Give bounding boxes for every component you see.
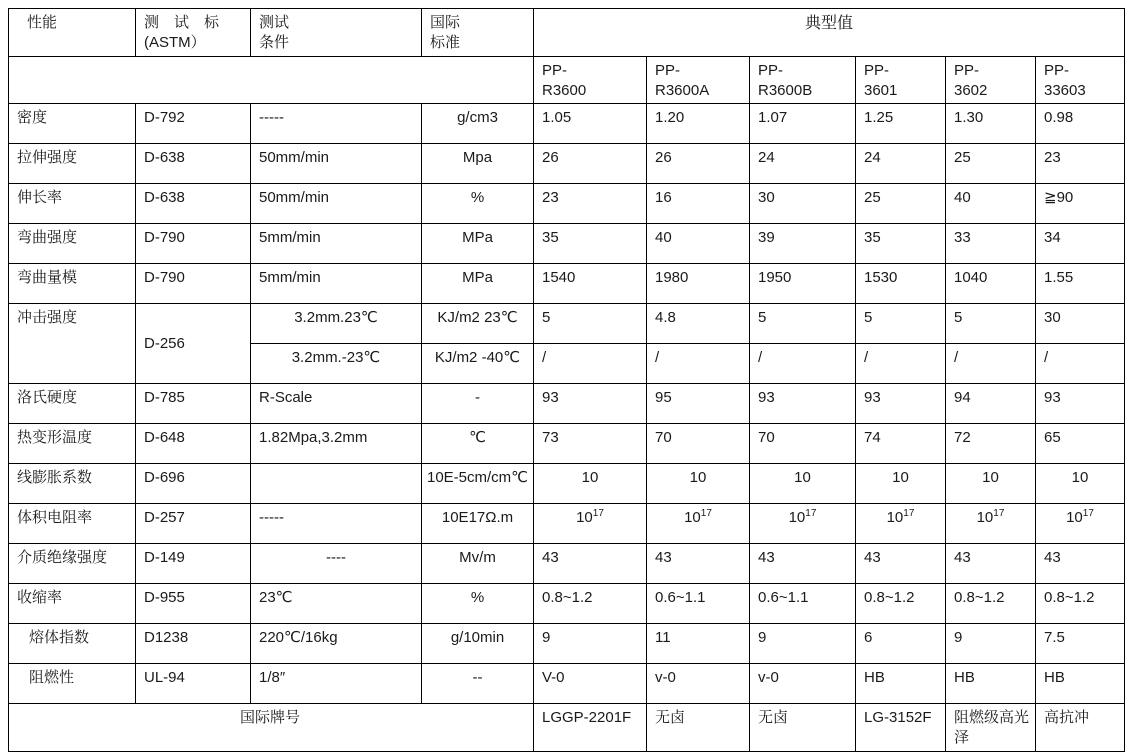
- condition-cell: -----: [251, 104, 422, 144]
- table-row-flexural-modulus: [9, 264, 1125, 304]
- unit-cell: Mpa: [422, 144, 534, 184]
- value-cell: 40: [946, 184, 1036, 224]
- value-cell: 10: [1036, 464, 1125, 504]
- unit-cell: -: [422, 384, 534, 424]
- product-line1: PP-: [864, 61, 890, 79]
- grade-value-cell: 阻燃级高光泽: [946, 704, 1036, 752]
- value-cell: 0.98: [1036, 104, 1125, 144]
- header-test-standard-line2: (ASTM）: [144, 34, 206, 52]
- unit-cell: --: [422, 664, 534, 704]
- condition-cell: 50mm/min: [251, 144, 422, 184]
- property-cell: 熔体指数: [9, 624, 136, 664]
- value-cell: 43: [534, 544, 647, 584]
- value-cell: ≧90: [1036, 184, 1125, 224]
- product-line2: 3601: [864, 81, 898, 99]
- value-cell: 24: [856, 144, 946, 184]
- value-cell: v-0: [750, 664, 856, 704]
- value-cell: 9: [534, 624, 647, 664]
- value-cell: 10: [534, 464, 647, 504]
- standard-cell: D-638: [136, 184, 251, 224]
- value-cell: 1.30: [946, 104, 1036, 144]
- standard-cell: UL-94: [136, 664, 251, 704]
- value-cell: 25: [946, 144, 1036, 184]
- value-cell: 94: [946, 384, 1036, 424]
- value-cell: 73: [534, 424, 647, 464]
- value-cell: HB: [946, 664, 1036, 704]
- value-base: 10: [886, 509, 904, 526]
- table-row-flexural-strength: [9, 224, 1125, 264]
- value-cell: 70: [750, 424, 856, 464]
- table-row-shrinkage: [9, 584, 1125, 624]
- value-cell: 95: [647, 384, 750, 424]
- property-cell: 密度: [9, 104, 136, 144]
- value-exponent: 17: [700, 508, 712, 519]
- value-cell: 26: [534, 144, 647, 184]
- table-row-intl-grade: [9, 704, 1125, 752]
- product-header-pp-3602: [946, 56, 1036, 104]
- header-empty-cell: [9, 56, 534, 104]
- header-test-condition-line2: 条件: [259, 34, 290, 52]
- value-cell: 6: [856, 624, 946, 664]
- value-cell: 1.55: [1036, 264, 1125, 304]
- condition-cell: 3.2mm.23℃: [251, 304, 422, 344]
- unit-cell: %: [422, 584, 534, 624]
- grade-value-cell: 无卤: [647, 704, 750, 752]
- grade-value-cell: 无卤: [750, 704, 856, 752]
- property-cell: 收缩率: [9, 584, 136, 624]
- unit-cell: %: [422, 184, 534, 224]
- value-cell: 35: [856, 224, 946, 264]
- product-header-pp-33603: [1036, 56, 1125, 104]
- standard-cell: D-648: [136, 424, 251, 464]
- value-cell: 0.6~1.1: [750, 584, 856, 624]
- unit-cell: 10E-5cm/cm℃: [422, 464, 534, 504]
- grade-label-cell: 国际牌号: [9, 704, 534, 752]
- unit-cell: ℃: [422, 424, 534, 464]
- value-cell: 1.25: [856, 104, 946, 144]
- value-cell: 1.05: [534, 104, 647, 144]
- value-cell: 34: [1036, 224, 1125, 264]
- value-base: 10: [1066, 509, 1083, 526]
- product-line2: R3600: [542, 81, 587, 99]
- value-cell: 1.20: [647, 104, 750, 144]
- value-cell: 0.8~1.2: [946, 584, 1036, 624]
- condition-cell: 3.2mm.-23℃: [251, 344, 422, 384]
- value-cell: 7.5: [1036, 624, 1125, 664]
- property-cell: 介质绝缘强度: [9, 544, 136, 584]
- value-exponent: 17: [805, 508, 817, 519]
- value-cell: 93: [750, 384, 856, 424]
- value-cell: 1540: [534, 264, 647, 304]
- value-cell: [647, 504, 750, 544]
- property-cell: 体积电阻率: [9, 504, 136, 544]
- condition-cell: 5mm/min: [251, 264, 422, 304]
- value-cell: /: [534, 344, 647, 384]
- table-row-heat-deflection-temp: [9, 424, 1125, 464]
- product-line2: R3600A: [655, 81, 710, 99]
- header-property: 性能: [9, 9, 136, 57]
- value-cell: 0.8~1.2: [1036, 584, 1125, 624]
- value-cell: V-0: [534, 664, 647, 704]
- value-cell: 10: [750, 464, 856, 504]
- value-cell: 11: [647, 624, 750, 664]
- product-line2: 3602: [954, 81, 988, 99]
- property-cell: 伸长率: [9, 184, 136, 224]
- property-cell: 弯曲量模: [9, 264, 136, 304]
- standard-cell: D-790: [136, 264, 251, 304]
- property-cell: 阻燃性: [9, 664, 136, 704]
- value-cell: 10: [647, 464, 750, 504]
- value-cell: 43: [750, 544, 856, 584]
- table-row-volume-resistivity: [9, 504, 1125, 544]
- value-cell: 23: [1036, 144, 1125, 184]
- value-cell: 39: [750, 224, 856, 264]
- value-cell: 1530: [856, 264, 946, 304]
- condition-cell: ----: [251, 544, 422, 584]
- unit-cell: KJ/m2 -40℃: [422, 344, 534, 384]
- standard-cell: D-257: [136, 504, 251, 544]
- value-cell: [1036, 504, 1125, 544]
- value-cell: /: [856, 344, 946, 384]
- value-cell: 10: [856, 464, 946, 504]
- value-cell: 33: [946, 224, 1036, 264]
- value-cell: 0.6~1.1: [647, 584, 750, 624]
- table-row-linear-expansion: [9, 464, 1125, 504]
- value-cell: 43: [946, 544, 1036, 584]
- standard-cell: D-790: [136, 224, 251, 264]
- condition-cell: 23℃: [251, 584, 422, 624]
- property-cell: 弯曲强度: [9, 224, 136, 264]
- table-row-flame-retardancy: [9, 664, 1125, 704]
- property-cell: 洛氏硬度: [9, 384, 136, 424]
- value-cell: 0.8~1.2: [856, 584, 946, 624]
- condition-cell: R-Scale: [251, 384, 422, 424]
- header-typical-values: 典型值: [534, 9, 1125, 57]
- value-base: 10: [576, 509, 593, 526]
- value-cell: HB: [856, 664, 946, 704]
- standard-cell: D-792: [136, 104, 251, 144]
- property-cell: 线膨胀系数: [9, 464, 136, 504]
- table-row-tensile-strength: [9, 144, 1125, 184]
- condition-cell: 5mm/min: [251, 224, 422, 264]
- value-cell: [856, 504, 946, 544]
- value-base: 10: [684, 509, 701, 526]
- header-row-2: [9, 56, 1125, 104]
- grade-value-cell: LG-3152F: [856, 704, 946, 752]
- property-cell: 热变形温度: [9, 424, 136, 464]
- standard-cell: D-696: [136, 464, 251, 504]
- value-cell: 74: [856, 424, 946, 464]
- value-cell: 23: [534, 184, 647, 224]
- value-exponent: 17: [1082, 508, 1094, 519]
- value-cell: /: [946, 344, 1036, 384]
- value-cell: 93: [856, 384, 946, 424]
- value-cell: 1.07: [750, 104, 856, 144]
- value-cell: 5: [750, 304, 856, 344]
- value-cell: 72: [946, 424, 1036, 464]
- value-cell: 5: [856, 304, 946, 344]
- table-row-elongation: [9, 184, 1125, 224]
- value-cell: 5: [534, 304, 647, 344]
- grade-value-cell: 高抗冲: [1036, 704, 1125, 752]
- standard-cell: D-149: [136, 544, 251, 584]
- value-cell: 30: [750, 184, 856, 224]
- product-line1: PP-: [655, 61, 681, 79]
- value-cell: 30: [1036, 304, 1125, 344]
- value-cell: 10: [946, 464, 1036, 504]
- standard-cell: D-638: [136, 144, 251, 184]
- product-header-pp-3601: [856, 56, 946, 104]
- standard-cell: D-955: [136, 584, 251, 624]
- value-cell: HB: [1036, 664, 1125, 704]
- value-cell: 9: [750, 624, 856, 664]
- value-cell: 0.8~1.2: [534, 584, 647, 624]
- value-cell: 25: [856, 184, 946, 224]
- value-cell: 5: [946, 304, 1036, 344]
- value-cell: 93: [1036, 384, 1125, 424]
- unit-cell: Mv/m: [422, 544, 534, 584]
- unit-cell: MPa: [422, 264, 534, 304]
- value-exponent: 17: [993, 508, 1005, 519]
- value-cell: /: [1036, 344, 1125, 384]
- unit-cell: MPa: [422, 224, 534, 264]
- product-header-pp-r3600b: [750, 56, 856, 104]
- value-cell: 43: [856, 544, 946, 584]
- header-test-standard-line1: 测 试 标: [144, 14, 220, 31]
- product-line1: PP-: [1044, 61, 1070, 79]
- value-cell: 70: [647, 424, 750, 464]
- value-cell: 40: [647, 224, 750, 264]
- product-line1: PP-: [954, 61, 980, 79]
- standard-cell: D-256: [136, 304, 251, 384]
- condition-cell: 50mm/min: [251, 184, 422, 224]
- standard-cell: D-785: [136, 384, 251, 424]
- value-cell: 1950: [750, 264, 856, 304]
- value-cell: 65: [1036, 424, 1125, 464]
- value-cell: [750, 504, 856, 544]
- value-cell: 24: [750, 144, 856, 184]
- value-base: 10: [788, 509, 806, 526]
- value-cell: /: [647, 344, 750, 384]
- table-row-melt-index: [9, 624, 1125, 664]
- value-cell: /: [750, 344, 856, 384]
- spec-table: [8, 8, 1125, 752]
- value-cell: 43: [647, 544, 750, 584]
- product-header-pp-r3600: [534, 56, 647, 104]
- value-cell: v-0: [647, 664, 750, 704]
- value-cell: 26: [647, 144, 750, 184]
- table-row-impact-strength-23c: [9, 304, 1125, 344]
- table-row-rockwell-hardness: [9, 384, 1125, 424]
- property-cell: 冲击强度: [9, 304, 136, 384]
- value-cell: 4.8: [647, 304, 750, 344]
- product-line1: PP-: [542, 61, 568, 79]
- unit-cell: g/cm3: [422, 104, 534, 144]
- value-cell: 43: [1036, 544, 1125, 584]
- value-cell: 93: [534, 384, 647, 424]
- product-line2: R3600B: [758, 81, 813, 99]
- unit-cell: 10E17Ω.m: [422, 504, 534, 544]
- condition-cell: [251, 464, 422, 504]
- condition-cell: 1/8″: [251, 664, 422, 704]
- condition-cell: 220℃/16kg: [251, 624, 422, 664]
- condition-cell: -----: [251, 504, 422, 544]
- header-intl-standard-line1: 国际: [430, 14, 461, 31]
- table-row-density: [9, 104, 1125, 144]
- value-exponent: 17: [903, 508, 915, 519]
- grade-value-cell: LGGP-2201F: [534, 704, 647, 752]
- value-cell: 1980: [647, 264, 750, 304]
- value-base: 10: [976, 509, 994, 526]
- header-row-1: [9, 9, 1125, 57]
- header-test-standard: [136, 9, 251, 57]
- value-cell: 16: [647, 184, 750, 224]
- value-cell: 1040: [946, 264, 1036, 304]
- unit-cell: KJ/m2 23℃: [422, 304, 534, 344]
- value-exponent: 17: [592, 508, 604, 519]
- unit-cell: g/10min: [422, 624, 534, 664]
- standard-cell: D1238: [136, 624, 251, 664]
- value-cell: 35: [534, 224, 647, 264]
- table-row-dielectric-strength: [9, 544, 1125, 584]
- header-intl-standard: [422, 9, 534, 57]
- property-cell: 拉伸强度: [9, 144, 136, 184]
- product-header-pp-r3600a: [647, 56, 750, 104]
- product-line2: 33603: [1044, 81, 1086, 99]
- value-cell: 9: [946, 624, 1036, 664]
- header-intl-standard-line2: 标准: [430, 34, 461, 52]
- product-line1: PP-: [758, 61, 784, 79]
- header-test-condition: [251, 9, 422, 57]
- value-cell: [534, 504, 647, 544]
- condition-cell: 1.82Mpa,3.2mm: [251, 424, 422, 464]
- value-cell: [946, 504, 1036, 544]
- header-test-condition-line1: 测试: [259, 14, 290, 31]
